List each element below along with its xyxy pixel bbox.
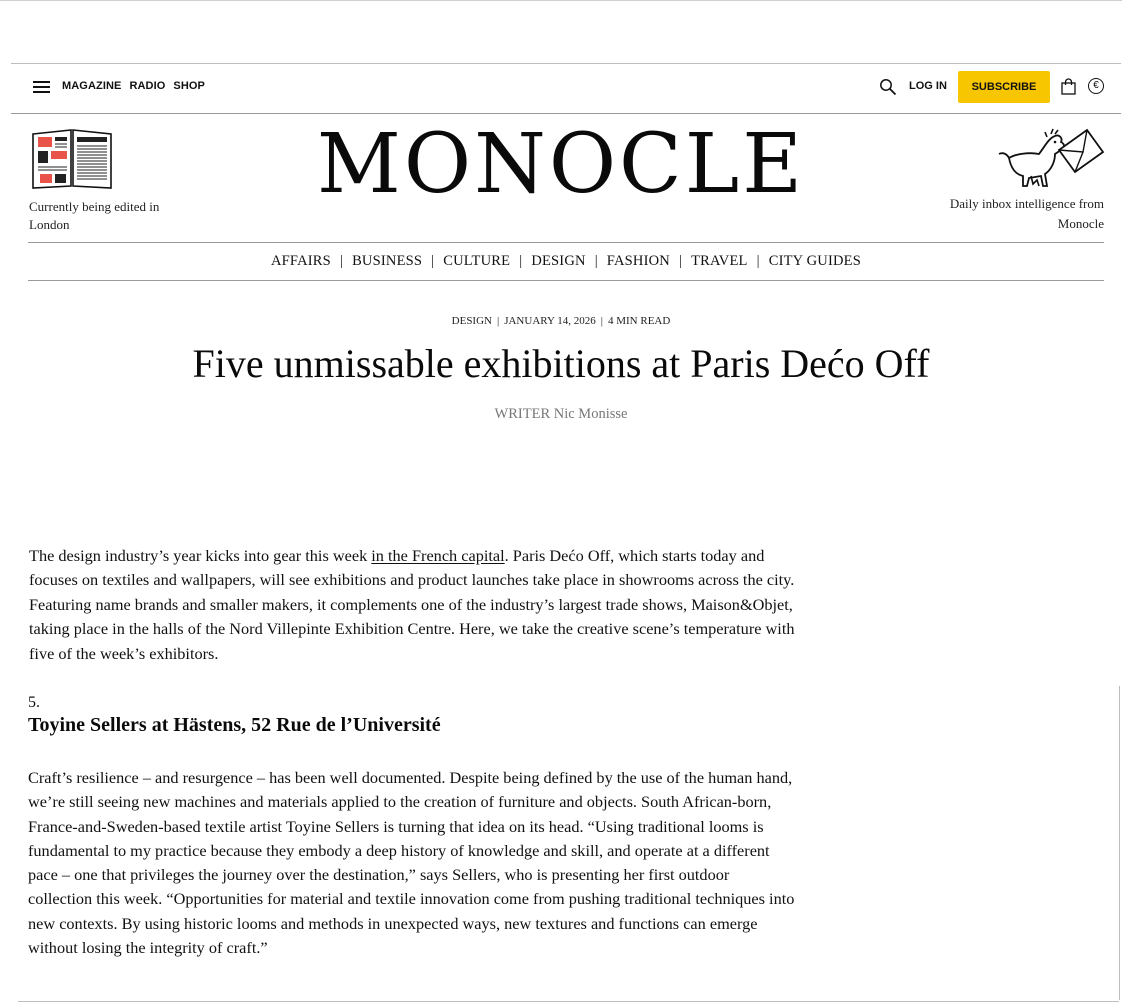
currency-selector[interactable]: €: [1088, 78, 1104, 94]
nav-separator: |: [756, 253, 760, 269]
item-number: 5.: [28, 694, 40, 711]
article-read-time: 4 MIN READ: [607, 315, 671, 327]
section-nav: [28, 242, 1104, 281]
utility-nav: [62, 80, 205, 92]
article-category[interactable]: DESIGN: [451, 315, 492, 327]
section-travel[interactable]: TRAVEL: [691, 253, 748, 269]
hamburger-icon[interactable]: [33, 80, 50, 94]
nav-shop[interactable]: SHOP: [173, 80, 205, 92]
nav-radio[interactable]: RADIO: [129, 80, 166, 92]
edited-location: Currently being edited in London: [29, 199, 160, 232]
section-fashion[interactable]: FASHION: [606, 253, 670, 269]
item-body: Craft’s resilience – and resurgence – has been well documented. Despite being defined by the use of the human hand, we’re still seeing new machines and materials applied to the creation of furniture and objects. South African-born, France-and-Sweden-based textile artist Toyine Sellers is turning that idea on its head. “Using traditional looms is fundamental to my practice because they embody a deep history of knowledge and skill, and operate at a different pace – one that privileges the journey over the destination,” says Sellers, who is presenting her first outdoor collection this week. “Opportunities for material and textile innovation come from pushing traditional techniques into new contexts. By using historic looms and methods in unexpected ways, new textures and functions can emerge without losing the integrity of craft.”: [28, 768, 795, 958]
sidebar-divider: [1119, 686, 1120, 1000]
item-title: Toyine Sellers at Hästens, 52 Rue de l’Université: [28, 714, 441, 736]
nav-separator: |: [519, 253, 523, 269]
bottom-divider: [18, 1001, 1119, 1002]
meta-separator: |: [600, 315, 603, 327]
monocle-logo[interactable]: MONOCLE: [316, 117, 806, 212]
meta-separator: |: [497, 315, 500, 327]
newsletter-promo[interactable]: Daily inbox intelligence from Monocle: [949, 196, 1104, 231]
nav-separator: |: [339, 253, 344, 269]
section-city-guides[interactable]: CITY GUIDES: [768, 253, 861, 269]
nav-separator: |: [431, 253, 435, 269]
section-design[interactable]: DESIGN: [531, 253, 586, 269]
article-date: JANUARY 14, 2026: [504, 315, 596, 327]
intro-text-end: . Paris Dećo Off, which starts today and focuses on textiles and wallpapers, will see exhibitions and product launches take place in showrooms across the city. Featuring name brands and smaller makers, it complements one of the industry’s largest trade shows, Maison&Objet, taking place in the halls of the Nord Villepinte Exhibition Centre. Here, we take the creative scene’s temperature with five of the week’s exhibitors.: [29, 546, 795, 663]
article-byline: WRITER Nic Monisse: [494, 406, 628, 422]
section-culture[interactable]: CULTURE: [443, 253, 511, 269]
top-border: [0, 0, 1122, 1]
shopping-bag-icon[interactable]: [1061, 78, 1076, 95]
nav-separator: |: [594, 253, 598, 269]
section-affairs[interactable]: AFFAIRS: [270, 253, 331, 269]
dog-envelope-icon[interactable]: [995, 128, 1105, 190]
article-title: Five unmissable exhibitions at Paris Dećo Off: [192, 341, 930, 386]
section-business[interactable]: BUSINESS: [352, 253, 423, 269]
intro-text-start: The design industry’s year kicks into gear this week: [29, 546, 372, 565]
nav-separator: |: [678, 253, 683, 269]
utility-bar: [11, 63, 1121, 114]
search-icon[interactable]: [879, 78, 897, 96]
article-intro: [29, 544, 799, 666]
login-link[interactable]: LOG IN: [909, 80, 947, 92]
french-capital-link[interactable]: in the French capital: [371, 546, 505, 565]
article-meta: [0, 315, 1122, 327]
nav-magazine[interactable]: MAGAZINE: [62, 80, 122, 92]
subscribe-button[interactable]: SUBSCRIBE: [958, 71, 1050, 103]
